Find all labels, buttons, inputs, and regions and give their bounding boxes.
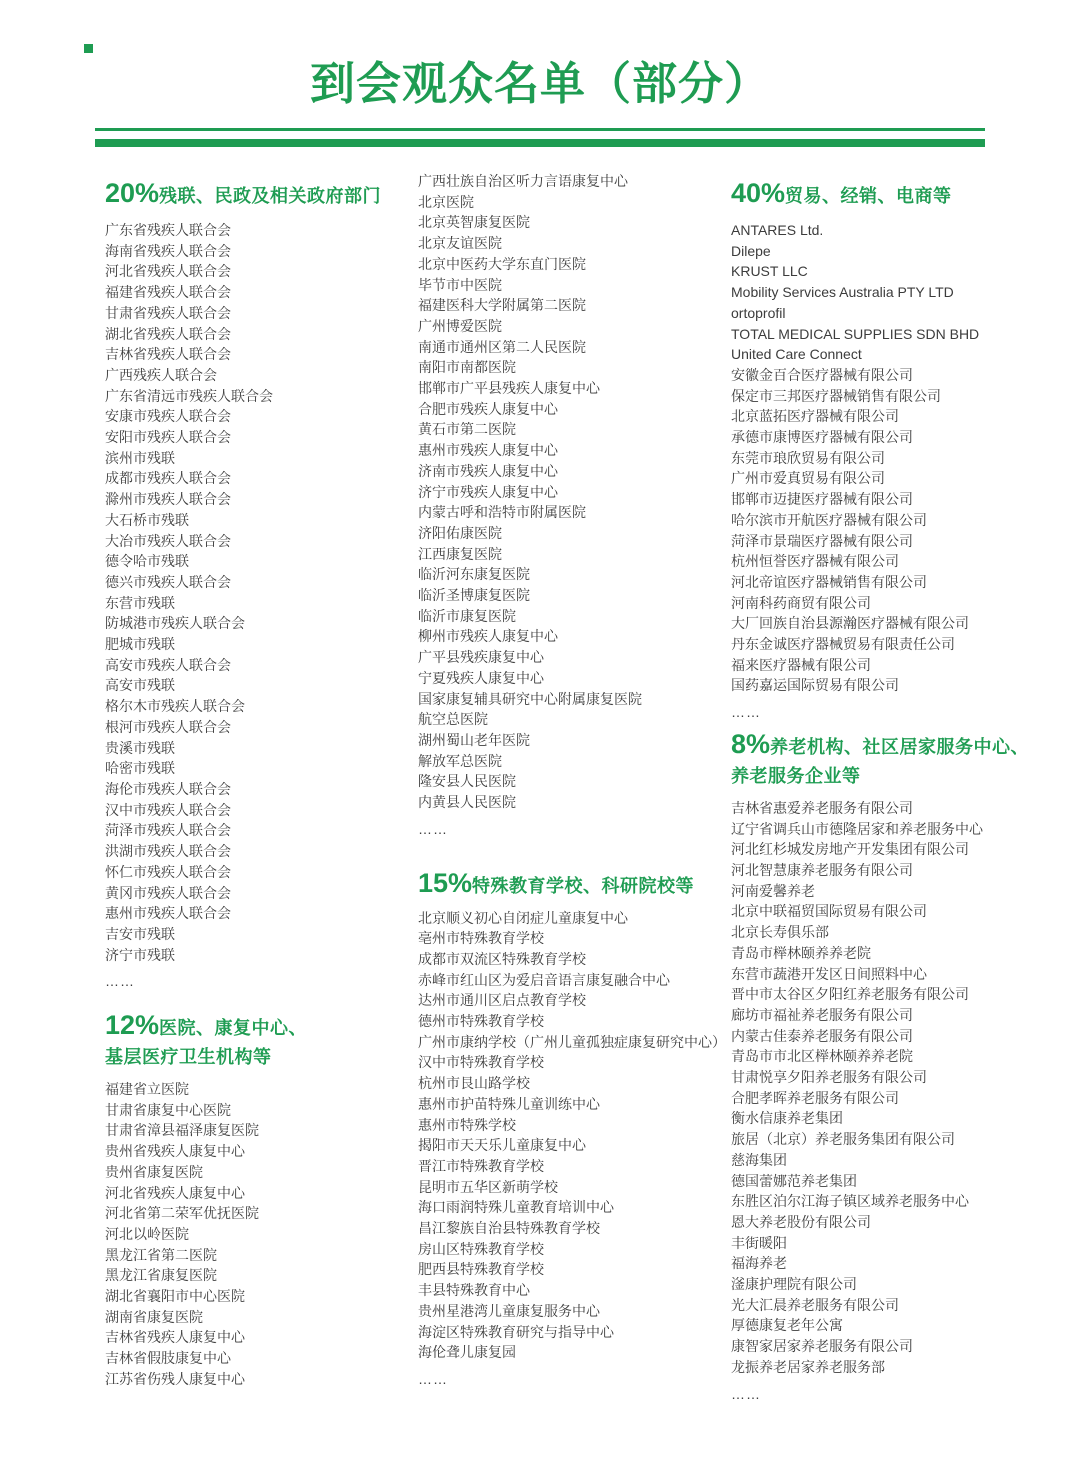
section-heading-text: 残联、民政及相关政府部门 <box>159 186 382 206</box>
column-1 <box>105 180 415 1390</box>
list-item: 河北智慧康养老服务有限公司 <box>731 861 913 878</box>
list-item: 内黄县人民医院 <box>418 794 516 811</box>
section-heading-text: 特殊教育学校、科研院校等 <box>472 875 695 896</box>
list-item: 航空总医院 <box>418 711 488 728</box>
list-item: 洪湖市残疾人联合会 <box>105 843 231 860</box>
list-item: 安徽金百合医疗器械有限公司 <box>731 366 913 383</box>
list-item: 湖州蜀山老年医院 <box>418 731 530 748</box>
list-item: 福建医科大学附属第二医院 <box>418 297 586 314</box>
list-item: 广州市康纳学校（广州儿童孤独症康复研究中心） <box>418 1033 726 1050</box>
list-item: 海伦聋儿康复园 <box>418 1344 516 1361</box>
section-heading-text: 贸易、经销、电商等 <box>785 186 952 206</box>
list-item: 湖南省康复医院 <box>105 1308 203 1325</box>
list-item: 成都市双流区特殊教育学校 <box>418 950 586 967</box>
list-item: 昌江黎族自治县特殊教育学校 <box>418 1220 600 1237</box>
list-item: 慈海集团 <box>731 1151 787 1168</box>
organization-list <box>731 220 1031 723</box>
section-heading-text: 养老机构、社区居家服务中心、 <box>770 736 1030 757</box>
list-item: 贵州省康复医院 <box>105 1163 203 1180</box>
list-item: 河北省第二荣军优抚医院 <box>105 1205 259 1222</box>
list-item: 安康市残疾人联合会 <box>105 408 231 425</box>
list-item: 邯郸市广平县残疾人康复中心 <box>418 380 600 397</box>
list-item: 南通市通州区第二人民医院 <box>418 338 586 355</box>
list-item: 德令哈市残联 <box>105 553 189 570</box>
list-item: 惠州市护苗特殊儿童训练中心 <box>418 1095 600 1112</box>
list-item: 惠州市残疾人联合会 <box>105 905 231 922</box>
list-ellipsis: …… <box>418 820 448 837</box>
list-ellipsis: …… <box>105 973 135 990</box>
list-item: 东胜区泊尔江海子镇区域养老服务中心 <box>731 1193 969 1210</box>
column-3 <box>731 180 1031 1404</box>
list-item: 东营市蔬港开发区日间照料中心 <box>731 965 927 982</box>
list-item: 亳州市特殊教育学校 <box>418 930 544 947</box>
list-item: 根河市残疾人联合会 <box>105 718 231 735</box>
list-item: 河北红杉城发房地产开发集团有限公司 <box>731 841 969 858</box>
section-percent: 15% <box>418 867 473 898</box>
list-item: 高安市残疾人联合会 <box>105 656 231 673</box>
list-item: TOTAL MEDICAL SUPPLIES SDN BHD <box>731 325 980 342</box>
column-2 <box>418 171 726 1390</box>
list-item: 德州市特殊教育学校 <box>418 1013 544 1030</box>
list-item: 杭州恒誉医疗器械有限公司 <box>731 553 899 570</box>
list-item: 汉中市残疾人联合会 <box>105 801 231 818</box>
organization-list <box>731 798 1031 1404</box>
list-item: 内蒙古佳泰养老服务有限公司 <box>731 1027 913 1044</box>
list-item: 青岛市榉林颐养养老院 <box>731 944 871 961</box>
list-item: 福建省立医院 <box>105 1081 189 1098</box>
list-item: KRUST LLC <box>731 263 808 280</box>
list-item: 肥城市残联 <box>105 636 175 653</box>
list-item: 赤峰市红山区为爱启音语言康复融合中心 <box>418 971 670 988</box>
list-item: 大石桥市残联 <box>105 511 189 528</box>
list-item: 东营市残联 <box>105 594 175 611</box>
list-item: 广东省残疾人联合会 <box>105 222 231 238</box>
list-item: ANTARES Ltd. <box>731 222 824 238</box>
section-heading-text: 基层医疗卫生机构等 <box>105 1047 272 1068</box>
list-item: 湖北省残疾人联合会 <box>105 325 231 342</box>
list-item: 临沂河东康复医院 <box>418 566 530 583</box>
list-item: 吉林省惠爱养老服务有限公司 <box>731 799 913 816</box>
list-item: 济宁市残联 <box>105 946 175 963</box>
list-item: 南阳市南都医院 <box>418 359 516 376</box>
list-item: 解放军总医院 <box>418 752 502 769</box>
list-item: 国药嘉运国际贸易有限公司 <box>731 677 899 694</box>
list-item: 吉林省残疾人联合会 <box>105 346 231 363</box>
list-item: 福建省残疾人联合会 <box>105 284 231 301</box>
list-item: 德兴市残疾人联合会 <box>105 573 231 590</box>
list-item: 晋江市特殊教育学校 <box>418 1157 544 1174</box>
list-item: 廊坊市福祉养老服务有限公司 <box>731 1006 913 1023</box>
list-item: 衡水信康养老集团 <box>731 1110 843 1127</box>
list-item: 惠州市残疾人康复中心 <box>418 442 558 459</box>
list-item: 广西残疾人联合会 <box>105 366 217 383</box>
list-item: 旅居（北京）养老服务集团有限公司 <box>731 1131 955 1148</box>
list-item: 济宁市残疾人康复中心 <box>418 483 558 500</box>
section-percent: 8% <box>731 728 771 759</box>
list-item: 海淀区特殊教育研究与指导中心 <box>418 1323 614 1340</box>
list-item: 达州市通川区启点教育学校 <box>418 992 586 1009</box>
section-header <box>105 180 415 210</box>
list-item: 光大汇晨养老服务有限公司 <box>731 1296 899 1313</box>
list-item: ortoprofil <box>731 304 786 321</box>
list-item: United Care Connect <box>731 346 862 363</box>
list-item: 河南爱馨养老 <box>731 882 815 899</box>
list-ellipsis: …… <box>418 1370 448 1387</box>
list-item: 海口雨润特殊儿童教育培训中心 <box>418 1199 614 1216</box>
list-item: 青岛市市北区榉林颐养养老院 <box>731 1048 913 1065</box>
list-item: 房山区特殊教育学校 <box>418 1240 544 1257</box>
list-item: 惠州市特殊学校 <box>418 1116 516 1133</box>
section-header <box>731 180 1031 210</box>
list-item: 滏康护理院有限公司 <box>731 1276 857 1293</box>
list-item: 保定市三邦医疗器械销售有限公司 <box>731 387 941 404</box>
list-item: 黑龙江省康复医院 <box>105 1267 217 1284</box>
list-item: 济阳佑康医院 <box>418 524 502 541</box>
list-item: 广平县残疾康复中心 <box>418 649 544 666</box>
section-header <box>731 728 1031 790</box>
list-item: 北京中医药大学东直门医院 <box>418 255 586 272</box>
list-item: 滨州市残联 <box>105 449 175 466</box>
list-item: 哈尔滨市开航医疗器械有限公司 <box>731 511 927 528</box>
list-ellipsis: …… <box>731 704 761 721</box>
organization-list <box>105 1079 415 1390</box>
list-item: 海伦市残疾人联合会 <box>105 780 231 797</box>
list-item: 广东省清远市残疾人联合会 <box>105 387 273 404</box>
list-item: 怀仁市残疾人联合会 <box>105 863 231 880</box>
list-item: 揭阳市天天乐儿童康复中心 <box>418 1137 586 1154</box>
list-item: 海南省残疾人联合会 <box>105 242 231 259</box>
list-item: 河北省残疾人联合会 <box>105 263 231 280</box>
list-item: 河北帝谊医疗器械销售有限公司 <box>731 573 927 590</box>
list-item: 贵州星港湾儿童康复服务中心 <box>418 1302 600 1319</box>
list-item: 临沂圣博康复医院 <box>418 587 530 604</box>
list-item: 临沂市康复医院 <box>418 607 516 624</box>
list-item: 汉中市特殊教育学校 <box>418 1054 544 1071</box>
list-item: 甘肃省漳县福泽康复医院 <box>105 1122 259 1139</box>
list-item: 国家康复辅具研究中心附属康复医院 <box>418 690 642 707</box>
list-item: 北京长寿俱乐部 <box>731 924 829 941</box>
title-divider-thin <box>95 128 985 131</box>
list-item: 甘肃悦享夕阳养老服务有限公司 <box>731 1069 927 1086</box>
list-item: 柳州市残疾人康复中心 <box>418 628 558 645</box>
list-item: 北京中联福贸国际贸易有限公司 <box>731 903 927 920</box>
list-item: 甘肃省康复中心医院 <box>105 1101 231 1118</box>
list-item: 大厂回族自治县源瀚医疗器械有限公司 <box>731 615 969 632</box>
list-item: 北京英智康复医院 <box>418 214 530 231</box>
list-item: 丰街暖阳 <box>731 1234 787 1251</box>
list-item: 吉林省残疾人康复中心 <box>105 1329 245 1346</box>
list-item: 北京友谊医院 <box>418 235 502 252</box>
list-item: 宁夏残疾人康复中心 <box>418 669 544 686</box>
list-item: 江苏省伤残人康复中心 <box>105 1370 245 1387</box>
list-item: 黄冈市残疾人联合会 <box>105 884 231 901</box>
list-item: 济南市残疾人康复中心 <box>418 462 558 479</box>
list-item: 湖北省襄阳市中心医院 <box>105 1288 245 1305</box>
organization-list <box>105 220 415 992</box>
list-item: 滁州市残疾人联合会 <box>105 491 231 508</box>
corner-mark <box>84 44 93 53</box>
list-item: 厚德康复老年公寓 <box>731 1317 843 1334</box>
organization-list <box>418 171 723 840</box>
list-item: 合肥市残疾人康复中心 <box>418 400 558 417</box>
section-percent: 12% <box>105 1010 160 1041</box>
section-header <box>105 1012 415 1071</box>
title-divider-thick <box>95 139 985 147</box>
section-header <box>418 867 723 900</box>
list-item: 成都市残疾人联合会 <box>105 470 231 487</box>
list-item: 德国蕾娜范养老集团 <box>731 1172 857 1189</box>
list-item: 承德市康博医疗器械有限公司 <box>731 429 913 446</box>
list-item: 广西壮族自治区听力言语康复中心 <box>418 173 628 189</box>
list-item: 丹东金诚医疗器械贸易有限责任公司 <box>731 636 955 653</box>
list-item: 高安市残联 <box>105 677 175 694</box>
list-item: Dilepe <box>731 242 771 259</box>
page-title: 到会观众名单（部分） <box>309 58 770 109</box>
list-item: 合肥孝晖养老服务有限公司 <box>731 1089 899 1106</box>
section-heading-text: 养老服务企业等 <box>731 765 861 786</box>
list-item: 东莞市琅欣贸易有限公司 <box>731 449 885 466</box>
list-item: 贵溪市残联 <box>105 739 175 756</box>
list-item: 河北以岭医院 <box>105 1225 189 1242</box>
list-item: 广州博爱医院 <box>418 317 502 334</box>
list-item: 河南科药商贸有限公司 <box>731 594 871 611</box>
list-item: 肥西县特殊教育学校 <box>418 1261 544 1278</box>
list-item: 格尔木市残疾人联合会 <box>105 698 245 715</box>
list-item: 哈密市残联 <box>105 760 175 777</box>
list-item: 河北省残疾人康复中心 <box>105 1184 245 1201</box>
list-item: 邯郸市迈捷医疗器械有限公司 <box>731 491 913 508</box>
section-percent: 20% <box>105 178 160 208</box>
list-item: 甘肃省残疾人联合会 <box>105 304 231 321</box>
list-item: 贵州省残疾人康复中心 <box>105 1143 245 1160</box>
list-item: 内蒙古呼和浩特市附属医院 <box>418 504 586 521</box>
list-item: 毕节市中医院 <box>418 276 502 293</box>
list-item: 北京蓝拓医疗器械有限公司 <box>731 408 899 425</box>
section-percent: 40% <box>731 178 786 208</box>
list-item: 昆明市五华区新萌学校 <box>418 1178 558 1195</box>
list-item: 大冶市残疾人联合会 <box>105 532 231 549</box>
list-item: 广州市爱真贸易有限公司 <box>731 470 885 487</box>
list-item: 北京顺义初心自闭症儿童康复中心 <box>418 909 628 926</box>
list-item: Mobility Services Australia PTY LTD <box>731 284 954 301</box>
section-heading-text: 医院、康复中心、 <box>159 1018 308 1039</box>
list-item: 晋中市太谷区夕阳红养老服务有限公司 <box>731 986 969 1003</box>
list-item: 福来医疗器械有限公司 <box>731 656 871 673</box>
list-item: 菏泽市景瑞医疗器械有限公司 <box>731 532 913 549</box>
list-item: 隆安县人民医院 <box>418 773 516 790</box>
list-item: 防城港市残疾人联合会 <box>105 615 245 632</box>
list-item: 黑龙江省第二医院 <box>105 1246 217 1263</box>
organization-list <box>418 908 726 1390</box>
list-item: 丰县特殊教育中心 <box>418 1282 530 1299</box>
list-item: 江西康复医院 <box>418 545 502 562</box>
list-item: 菏泽市残疾人联合会 <box>105 822 231 839</box>
list-item: 恩大养老股份有限公司 <box>731 1213 871 1230</box>
list-ellipsis: …… <box>731 1385 761 1402</box>
list-item: 辽宁省调兵山市德隆居家和养老服务中心 <box>731 820 983 837</box>
list-item: 黄石市第二医院 <box>418 421 516 438</box>
list-item: 安阳市残疾人联合会 <box>105 429 231 446</box>
list-item: 吉林省假肢康复中心 <box>105 1350 231 1367</box>
list-item: 杭州市艮山路学校 <box>418 1075 530 1092</box>
list-item: 康智家居家养老服务有限公司 <box>731 1338 913 1355</box>
list-item: 吉安市残联 <box>105 925 175 942</box>
list-item: 龙振养老居家养老服务部 <box>731 1358 885 1375</box>
list-item: 北京医院 <box>418 193 474 210</box>
list-item: 福海养老 <box>731 1255 787 1272</box>
